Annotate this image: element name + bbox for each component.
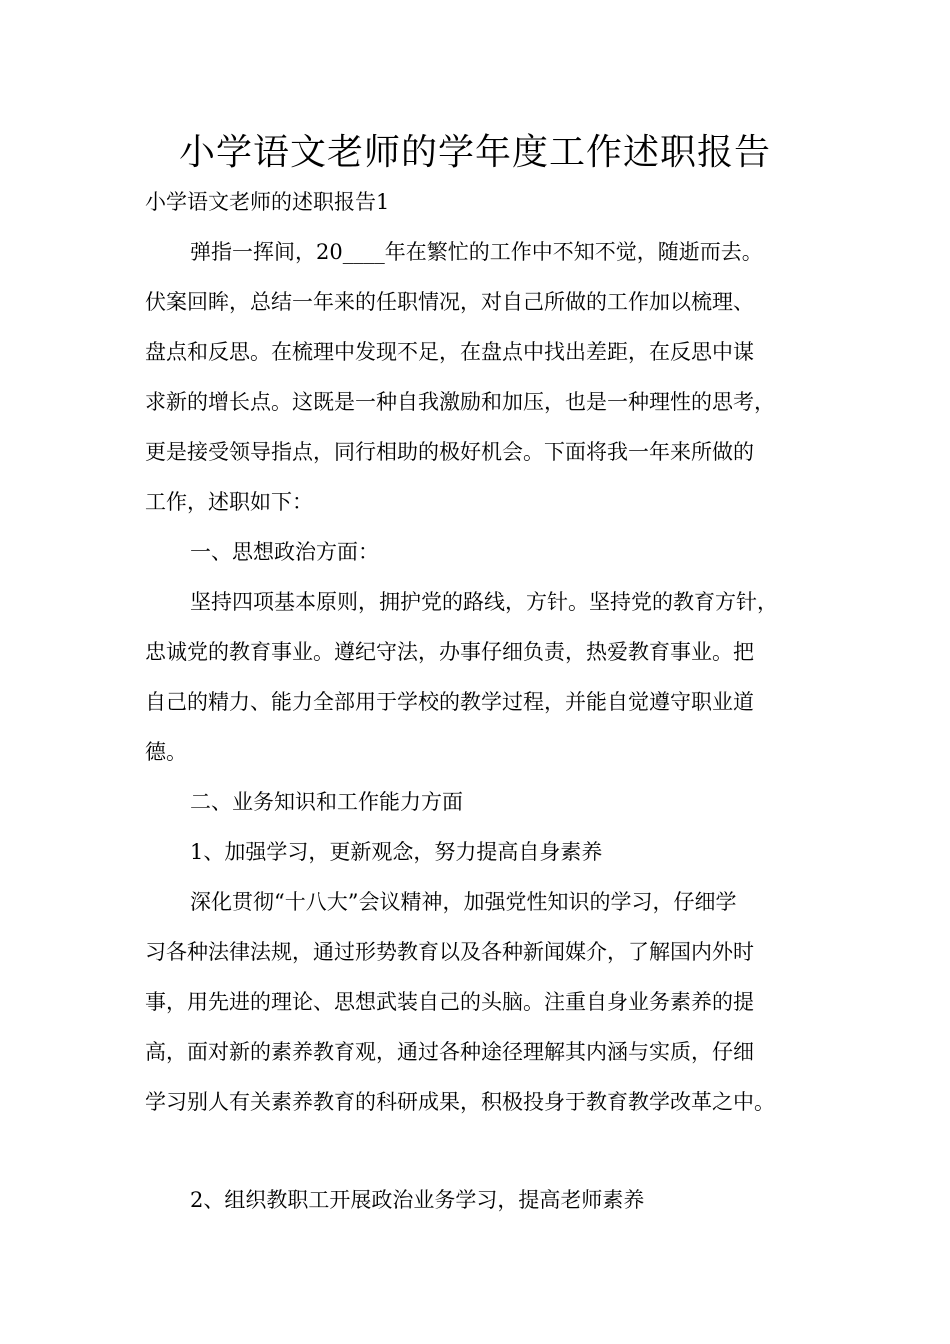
subsection-heading: 2、组织教职工开展政治业务学习，提高老师素养 [190, 1188, 645, 1212]
paragraph-line: 习各种法律法规，通过形势教育以及各种新闻媒介，了解国内外时 [145, 940, 754, 964]
section-heading: 二、业务知识和工作能力方面 [190, 790, 463, 814]
paragraph-line: 求新的增长点。这既是一种自我激励和加压，也是一种理性的思考， [145, 390, 775, 414]
page-title: 小学语文老师的学年度工作述职报告 [178, 132, 771, 173]
paragraph-line: 坚持四项基本原则，拥护党的路线，方针。坚持党的教育方针， [190, 590, 778, 614]
subsection-heading: 1、加强学习，更新观念，努力提高自身素养 [190, 840, 603, 864]
paragraph-line: 深化贯彻“十八大”会议精神，加强党性知识的学习，仔细学 [190, 890, 737, 914]
paragraph-line: 伏案回眸，总结一年来的任职情况，对自己所做的工作加以梳理、 [145, 290, 754, 314]
paragraph-line: 自己的精力、能力全部用于学校的教学过程，并能自觉遵守职业道 [145, 690, 754, 714]
paragraph-line: 更是接受领导指点，同行相助的极好机会。下面将我一年来所做的 [145, 440, 754, 464]
paragraph-line: 忠诚党的教育事业。遵纪守法，办事仔细负责，热爱教育事业。把 [145, 640, 754, 664]
section-heading: 一、思想政治方面： [190, 540, 379, 564]
paragraph-line: 德。 [145, 740, 187, 764]
paragraph-line: 事，用先进的理论、思想武装自己的头脑。注重自身业务素养的提 [145, 990, 754, 1014]
paragraph-line: 学习别人有关素养教育的科研成果，积极投身于教育教学改革之中。 [145, 1090, 775, 1114]
paragraph-line: 高，面对新的素养教育观，通过各种途径理解其内涵与实质，仔细 [145, 1040, 754, 1064]
paragraph-line: 弹指一挥间，20____年在繁忙的工作中不知不觉，随逝而去。 [190, 240, 763, 264]
report-subtitle: 小学语文老师的述职报告1 [145, 190, 390, 214]
paragraph-line: 工作，述职如下： [145, 490, 313, 514]
paragraph-line: 盘点和反思。在梳理中发现不足，在盘点中找出差距，在反思中谋 [145, 340, 754, 364]
